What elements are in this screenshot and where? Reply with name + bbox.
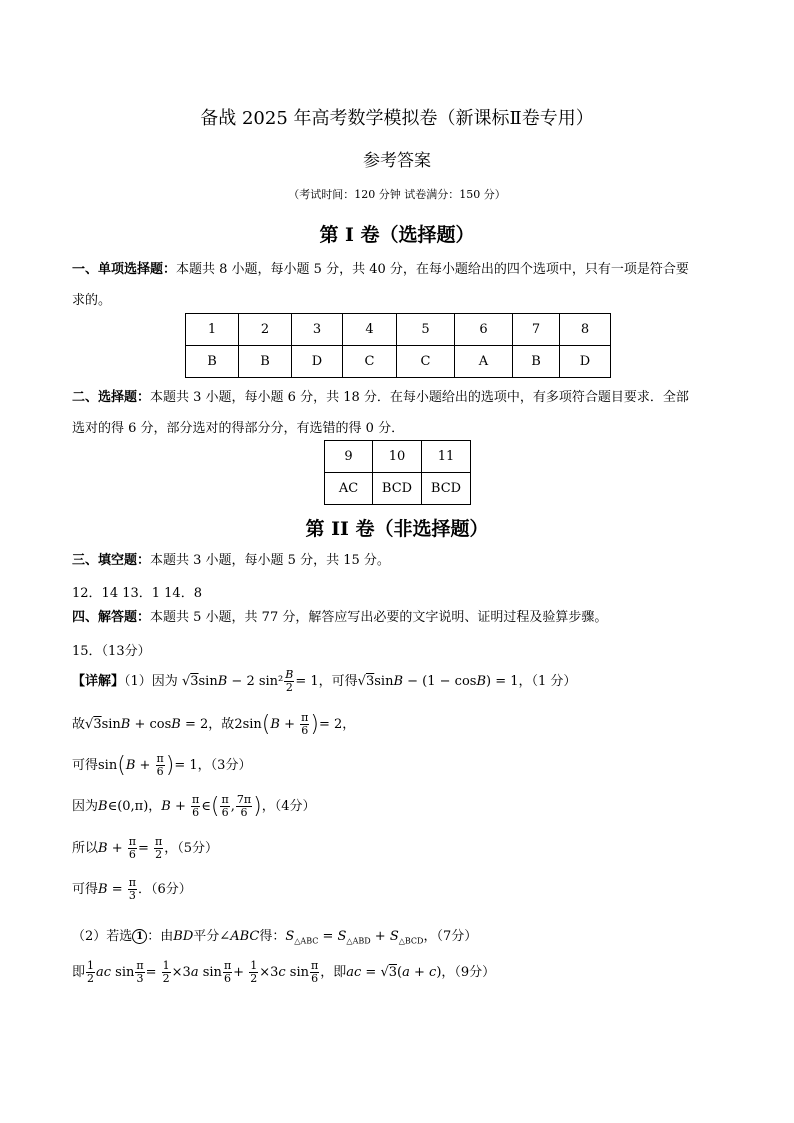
- solution-line-7: （2）若选 1 ：由BD平分∠ABC得：$S_{\triangle ABC} = S_{\triangle ABD} + S_{\triangle BCD}$，（7分）: [72, 929, 478, 946]
- table-cell: 7: [513, 314, 560, 346]
- table-cell: D: [560, 346, 611, 378]
- table-cell: 10: [373, 441, 422, 473]
- table-cell: 9: [325, 441, 373, 473]
- document-subtitle: 参考答案: [363, 151, 431, 171]
- answer-table-2: [324, 440, 471, 505]
- answer-table-1: [185, 313, 611, 378]
- fill-in-answers: 12．14 13．1 14．8: [72, 586, 202, 601]
- table-row: [186, 346, 611, 378]
- solution-line-1: 【详解】（1）因为 √3sinB − 2 sin² $\frac{B}{2}$ = 1，可得√3sinB − (1 − cosB) = 1，（1 分）: [72, 668, 577, 694]
- table-cell: 2: [239, 314, 292, 346]
- section-2-title: 第 II 卷（非选择题）: [305, 518, 489, 540]
- table-cell: 8: [560, 314, 611, 346]
- table-cell: C: [343, 346, 397, 378]
- table-cell: AC: [325, 473, 373, 505]
- table-cell: B: [239, 346, 292, 378]
- table-cell: BCD: [422, 473, 471, 505]
- question-1-line-2: 求的。: [72, 293, 112, 308]
- table-cell: C: [397, 346, 455, 378]
- table-row: [325, 441, 471, 473]
- question-2-line-2: 选对的得 6 分，部分选对的得部分分，有选错的得 0 分．: [72, 421, 405, 436]
- solution-line-3: 可得sin(B + $\frac{\pi}{6}$ )= 1，（3分）: [72, 752, 252, 778]
- question-1-line-1: 一、单项选择题：本题共 8 小题，每小题 5 分，共 40 分，在每小题给出的四个选项中，只有一项是符合要: [72, 262, 689, 277]
- solution-line-2: 故√3sinB + cosB = 2，故2sin(B + $\frac{\pi}{6}$ )= 2，: [72, 711, 356, 737]
- solution-line-5: 所以B + $\frac{\pi}{6}$ = $\frac{\pi}{2}$ ，（5分）: [72, 835, 219, 861]
- table-cell: A: [455, 346, 513, 378]
- table-cell: BCD: [373, 473, 422, 505]
- table-cell: B: [513, 346, 560, 378]
- table-cell: 6: [455, 314, 513, 346]
- solution-line-6: 可得B = $\frac{\pi}{3}$ ．（6分）: [72, 876, 192, 902]
- table-cell: 1: [186, 314, 239, 346]
- table-cell: 3: [292, 314, 343, 346]
- solution-line-4: 因为B∈(0,π)，B + $\frac{\pi}{6}$ ∈( $\frac{\pi}{6}$ , $\frac{7\pi}{6}$ )，（4分）: [72, 793, 316, 819]
- table-cell: 5: [397, 314, 455, 346]
- question-15-heading: 15．（13分）: [72, 644, 151, 659]
- question-3-line: 三、填空题：本题共 3 小题，每小题 5 分，共 15 分。: [72, 553, 390, 568]
- document-title: 备战 2025 年高考数学模拟卷（新课标Ⅱ卷专用）: [200, 108, 594, 129]
- table-row: [186, 314, 611, 346]
- section-1-title: 第 I 卷（选择题）: [319, 224, 475, 246]
- table-cell: 4: [343, 314, 397, 346]
- question-2-line-1: 二、选择题：本题共 3 小题，每小题 6 分，共 18 分．在每小题给出的选项中，有多项符合题目要求．全部: [72, 390, 689, 405]
- circled-number: 1: [132, 929, 147, 944]
- table-cell: B: [186, 346, 239, 378]
- table-cell: D: [292, 346, 343, 378]
- question-4-line: 四、解答题：本题共 5 小题，共 77 分，解答应写出必要的文字说明、证明过程及验算步骤。: [72, 610, 608, 625]
- solution-line-8: 即 $\frac{1}{2}$ ac sin $\frac{\pi}{3}$ = $\frac{1}{2}$ ×3a sin $\frac{\pi}{6}$ + $\frac{1}{2}$ ×3c sin $\frac{\pi}{6}$ ，即ac = √3(a + c)，（9分）: [72, 959, 496, 985]
- table-cell: 11: [422, 441, 471, 473]
- table-row: [325, 473, 471, 505]
- exam-note: （考试时间：120 分钟 试卷满分：150 分）: [288, 188, 506, 201]
